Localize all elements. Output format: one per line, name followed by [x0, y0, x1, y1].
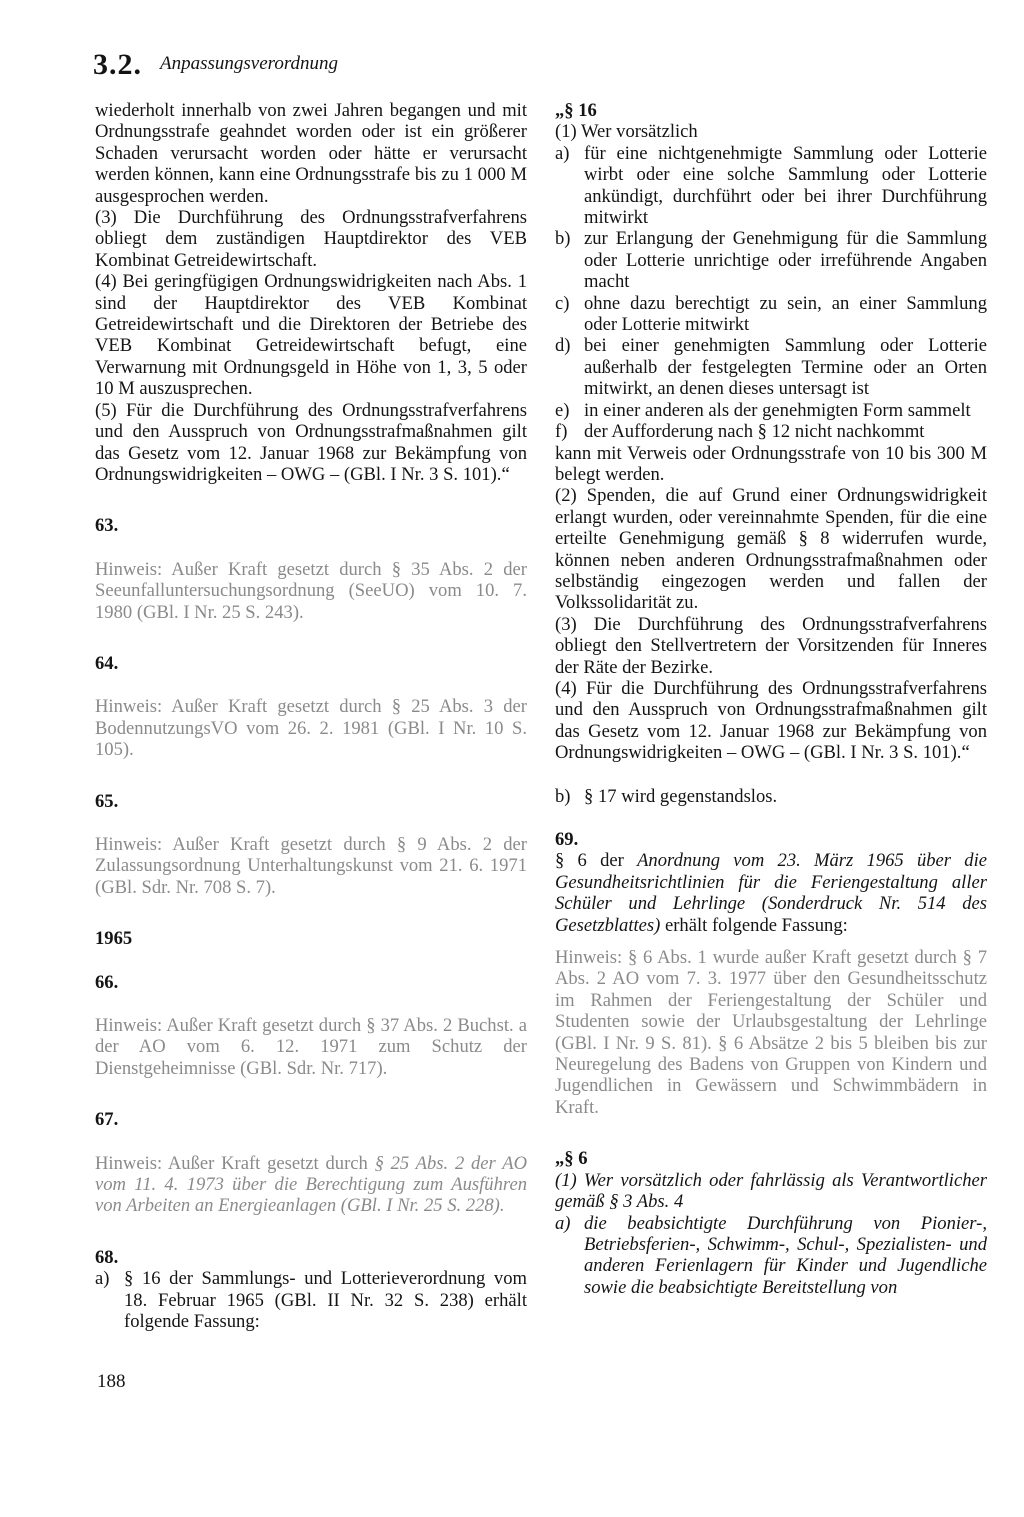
item-text: bei einer genehmigten Sammlung oder Lotterie außerhalb der festgelegten Termine oder an Orten mitwirkt, an denen dieses untersagt ist — [584, 335, 987, 400]
page-number: 188 — [97, 1371, 126, 1392]
note-66: Hinweis: Außer Kraft gesetzt durch § 37 Abs. 2 Buchst. a der AO vom 6. 12. 1971 zum Schutz der Dienstgeheimnisse (GBl. Sdr. Nr. 717). — [95, 1015, 527, 1079]
item-label: a) — [555, 1212, 571, 1234]
paragraph-69 — [555, 850, 987, 936]
section-16-heading: „§ 16 — [555, 100, 597, 121]
note-67-reference: § 25 Abs. 2 der AO vom 11. 4. 1973 über die Berechtigung zum Ausführen von Arbeiten an Energieanlagen (GBl. I Nr. 25 S. 228). — [95, 1152, 528, 1217]
list-item — [555, 293, 987, 336]
paragraph-69-prefix: § 6 der — [555, 850, 638, 872]
item-label: b) — [555, 785, 571, 807]
item-label: f) — [555, 421, 568, 443]
paragraph-2: (2) Spenden, die auf Grund einer Ordnungswidrigkeit erlangt wurden, oder vereinnahmte Spenden, für die eine erteilte Genehmigung gemäß § 8 widerrufen wurde, können neben anderen Ordnungsstrafmaßnahmen oder selbständig eingezogen werden und fallen der Volkssolidarität zu. — [555, 485, 987, 614]
item-text: der Aufforderung nach § 12 nicht nachkommt — [584, 421, 925, 443]
item-label: a) — [95, 1268, 110, 1290]
offence-list — [555, 143, 987, 443]
note-67-prefix: Hinweis: Außer Kraft gesetzt durch — [95, 1152, 375, 1174]
section-6-heading: „§ 6 — [555, 1148, 588, 1170]
paragraph-69-reference: Anordnung vom 23. März 1965 über die Gesundheitsrichtlinien für die Feriengestaltung aller Schüler und Lehrlinge (Sonderdruck Nr. 514 des Gesetzblattes) — [555, 850, 987, 936]
entry-number-66: 66. — [95, 971, 119, 993]
entry-number-68: 68. — [95, 1246, 119, 1268]
running-header — [93, 48, 338, 88]
item-text: die beabsichtigte Durchführung von Pionier-, Betriebsferien-, Schwimm-, Schul-, Spezialisten- und anderen Ferienlagern für Kinder und Jugendliche sowie die beabsichtigte Bereitstellung von — [584, 1212, 987, 1298]
right-column — [555, 100, 987, 1298]
entry-number-65: 65. — [95, 790, 119, 812]
item-label: c) — [555, 292, 570, 314]
paragraph-1-conclusion: kann mit Verweis oder Ordnungsstrafe von 10 bis 300 M belegt werden. — [555, 442, 987, 485]
item-label: e) — [555, 399, 570, 421]
list-item — [555, 143, 987, 229]
item-text: § 16 der Sammlungs- und Lotterieverordnung vom 18. Februar 1965 (GBl. II Nr. 32 S. 238) erhält folgende Fassung: — [124, 1268, 527, 1333]
paragraph-3: (3) Die Durchführung des Ordnungsstrafverfahrens obliegt dem zuständigen Hauptdirektor des VEB Kombinat Getreidewirtschaft. — [95, 207, 527, 271]
list-item — [555, 400, 987, 421]
list-item — [555, 421, 987, 442]
paragraph-5: (5) Für die Durchführung des Ordnungsstrafverfahrens und den Ausspruch von Ordnungsstrafmaßnahmen gilt das Gesetz vom 12. Januar 1968 zur Bekämpfung von Ordnungswidrigkeiten – OWG – (GBl. I Nr. 3 S. 101).“ — [95, 399, 527, 485]
list-item — [555, 228, 987, 292]
item-label: b) — [555, 228, 571, 250]
item-label: d) — [555, 335, 571, 357]
entry-number-69: 69. — [555, 829, 579, 850]
list-item — [555, 335, 987, 399]
entry-number-63: 63. — [95, 515, 119, 537]
note-67 — [95, 1153, 527, 1217]
paragraph-3: (3) Die Durchführung des Ordnungsstrafverfahrens obliegt den Stellvertretern der Vorsitzenden für Inneres der Räte der Bezirke. — [555, 613, 987, 678]
note-65: Hinweis: Außer Kraft gesetzt durch § 9 Abs. 2 der Zulassungsordnung Unterhaltungskunst vom 21. 6. 1971 (GBl. Sdr. Nr. 708 S. 7). — [95, 833, 527, 898]
item-text: § 17 wird gegenstandslos. — [584, 785, 778, 807]
list-item — [555, 1213, 987, 1299]
item-label: a) — [555, 142, 570, 164]
list-item — [95, 1268, 527, 1332]
section-number: 3.2. — [93, 48, 142, 81]
paragraph-1: (1) Wer vorsätzlich — [555, 121, 698, 143]
paragraph-4: (4) Bei geringfügigen Ordnungswidrigkeiten nach Abs. 1 sind der Hauptdirektor des VEB Kombinat Getreidewirtschaft und die Direktoren der Betriebe des VEB Kombinat Getreidewirtschaft befugt, eine Verwarnung mit Ordnungsgeld in Höhe von 1, 3, 5 oder 10 M auszusprechen. — [95, 271, 527, 400]
paragraph-4: (4) Für die Durchführung des Ordnungsstrafverfahrens und den Ausspruch von Ordnungsstrafmaßnahmen gilt das Gesetz vom 12. Januar 1968 zur Bekämpfung von Ordnungswidrigkeiten – OWG – (GBl. I Nr. 3 S. 101).“ — [555, 677, 987, 764]
item-text: in einer anderen als der genehmigten Form sammelt — [584, 399, 971, 421]
left-column — [95, 100, 527, 1332]
entry-number-64: 64. — [95, 652, 119, 674]
entry-number-67: 67. — [95, 1109, 119, 1131]
section-title: Anpassungsverordnung — [160, 53, 339, 74]
note-69: Hinweis: § 6 Abs. 1 wurde außer Kraft gesetzt durch § 7 Abs. 2 AO vom 7. 3. 1977 über den Gesundheitsschutz im Rahmen der Feriengestaltung der Schüler und Studenten sowie der Urlaubsgestaltung der Lehrlinge (GBl. I Nr. 9 S. 81). § 6 Absätze 2 bis 5 bleiben bis zur Neuregelung des Badens von Gruppen von Kindern und Jugendlichen in Gewässern und Schwimmbädern in Kraft. — [555, 947, 987, 1118]
paragraph-6-1: (1) Wer vorsätzlich oder fahrlässig als Verantwortlicher gemäß § 3 Abs. 4 — [555, 1169, 987, 1213]
note-64: Hinweis: Außer Kraft gesetzt durch § 25 Abs. 3 der BodennutzungsVO vom 26. 2. 1981 (GBl. I Nr. 10 S. 105). — [95, 696, 527, 761]
item-text: für eine nichtgenehmigte Sammlung oder Lotterie wirbt oder eine solche Sammlung oder Lotterie ankündigt, durchführt oder bei ihrer Durchführung mitwirkt — [584, 142, 987, 229]
year-heading: 1965 — [95, 928, 133, 950]
item-text: zur Erlangung der Genehmigung für die Sammlung oder Lotterie unrichtige oder irreführende Angaben macht — [584, 228, 987, 293]
paragraph-69-suffix: erhält folgende Fassung: — [660, 914, 848, 936]
note-63: Hinweis: Außer Kraft gesetzt durch § 35 Abs. 2 der Seeunfalluntersuchungsordnung (SeeUO) vom 10. 7. 1980 (GBl. I Nr. 25 S. 243). — [95, 558, 527, 623]
item-text: ohne dazu berechtigt zu sein, an einer Sammlung oder Lotterie mitwirkt — [584, 292, 987, 336]
paragraph-continued: wiederholt innerhalb von zwei Jahren begangen und mit Ordnungsstrafe geahndet worden oder ist ein größerer Schaden verursacht worden oder hätte er verursacht werden können, kann eine Ordnungsstrafe bis zu 1 000 M ausgesprochen werden. — [95, 100, 527, 207]
list-item — [555, 786, 987, 807]
